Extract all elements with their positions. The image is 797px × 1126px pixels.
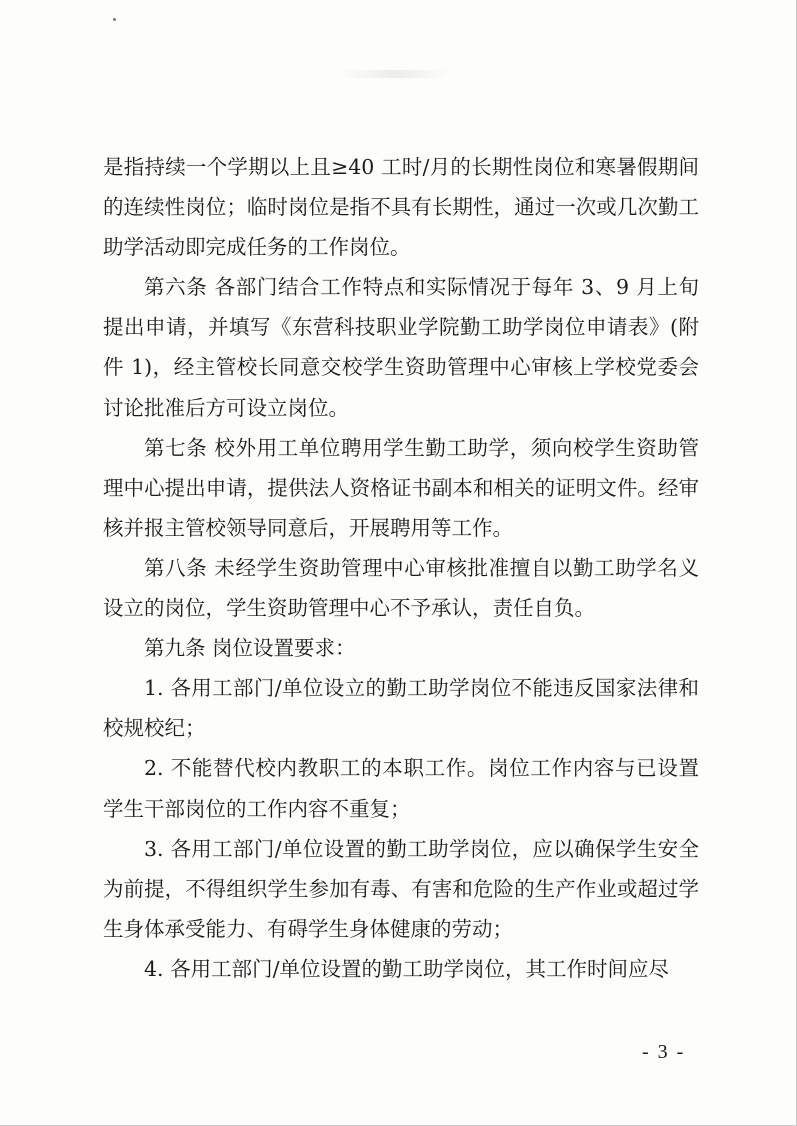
- paragraph-article-7: 第七条 校外用工单位聘用学生勤工助学，须向校学生资助管理中心提出申请，提供法人资格证书副本和相关的证明文件。经审核并报主管校领导同意后，开展聘用等工作。: [103, 435, 699, 540]
- scan-speck: [113, 18, 116, 21]
- list-item-2: 2. 不能替代校内教职工的本职工作。岗位工作内容与已设置学生干部岗位的工作内容不重复；: [103, 756, 699, 821]
- faint-bleed-through-mark: [340, 70, 450, 78]
- list-item-4: 4. 各用工部门/单位设置的勤工助学岗位，其工作时间应尽: [144, 956, 669, 981]
- paragraph-article-9: 第九条 岗位设置要求：: [144, 636, 356, 661]
- document-body: [103, 147, 699, 989]
- paragraph-continuation: 是指持续一个学期以上且≥40 工时/月的长期性岗位和寒暑假期间的连续性岗位；临时岗位是指不具有长期性，通过一次或几次勤工助学活动即完成任务的工作岗位。: [103, 155, 699, 260]
- paragraph-article-8: 第八条 未经学生资助管理中心审核批准擅自以勤工助学名义设立的岗位，学生资助管理中心不予承认，责任自负。: [103, 555, 699, 621]
- list-item-3: 3. 各用工部门/单位设置的勤工助学岗位，应以确保学生安全为前提，不得组织学生参加有毒、有害和危险的生产作业或超过学生身体承受能力、有碍学生身体健康的劳动；: [103, 836, 699, 941]
- page-number: - 3 -: [642, 1041, 686, 1063]
- list-item-1: 1. 各用工部门/单位设立的勤工助学岗位不能违反国家法律和校规校纪；: [103, 676, 699, 741]
- paragraph-article-6: 第六条 各部门结合工作特点和实际情况于每年 3、9 月上旬提出申请，并填写《东营科技职业学院勤工助学岗位申请表》(附件 1)，经主管校长同意交校学生资助管理中心审核上学校党委会讨论批准后方可设立岗位。: [103, 275, 699, 420]
